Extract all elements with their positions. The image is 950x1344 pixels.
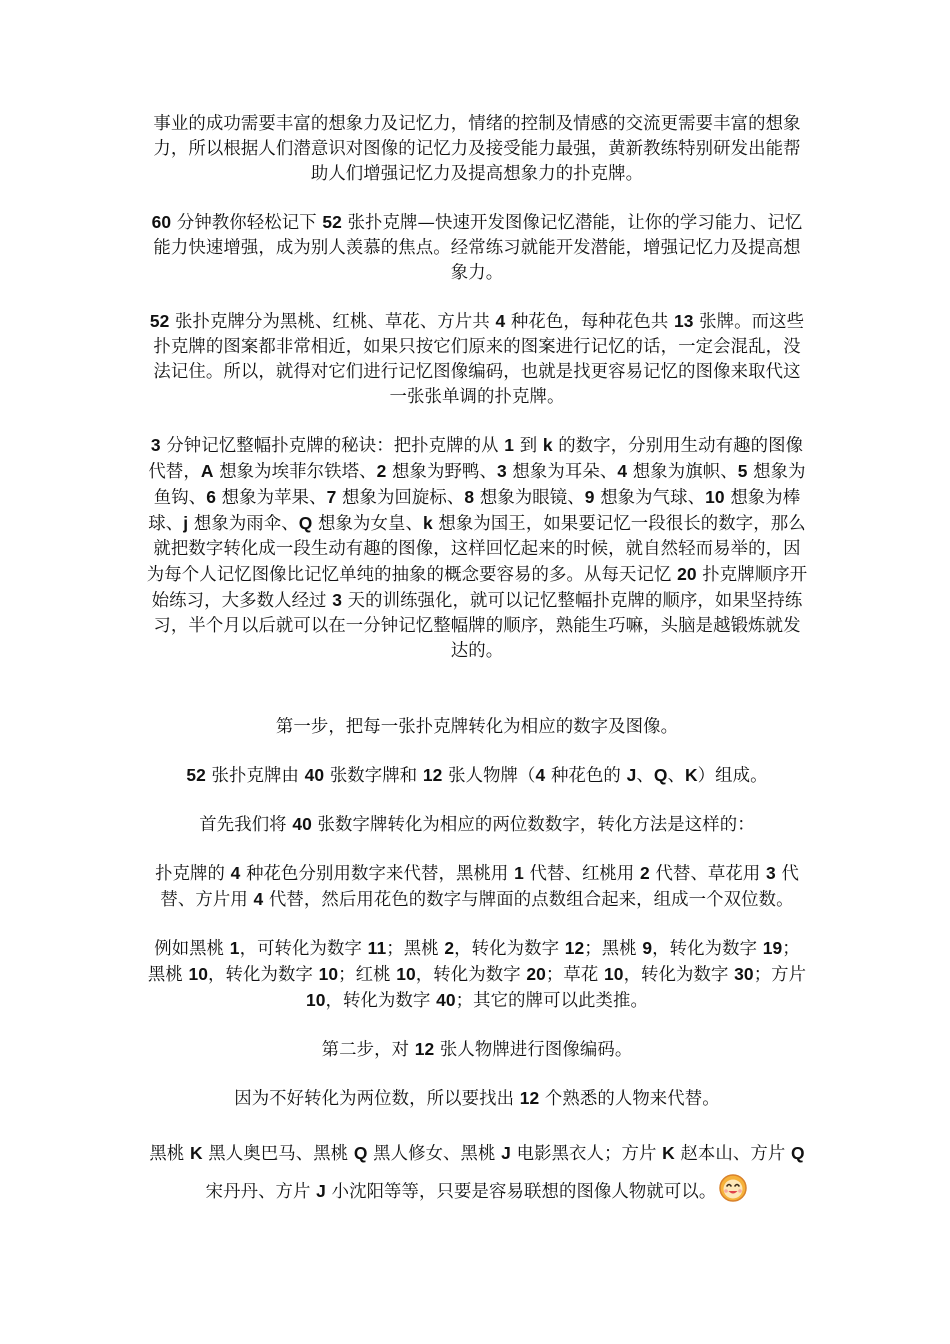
bold-numeral: k: [423, 513, 433, 533]
paragraph-number-conversion: [146, 812, 808, 838]
text-run: 想象为女皇、: [312, 514, 423, 534]
bold-numeral: 52: [322, 212, 342, 232]
text-run: 想象为旗帜、: [627, 462, 738, 482]
text-run: ，可转化为数字: [239, 939, 368, 959]
text-run: 扑克牌顺序开始练习，大多数人经过: [151, 565, 808, 611]
text-run: 代替、草花用: [649, 864, 767, 884]
bold-numeral: K: [684, 765, 698, 785]
text-run: 种花色的: [545, 766, 627, 786]
bold-numeral: 10: [188, 964, 208, 984]
bold-numeral: 11: [367, 938, 387, 958]
text-run: 宋丹丹、方片: [205, 1182, 317, 1202]
bold-numeral: Q: [298, 513, 313, 533]
text-run: 分钟记忆整幅扑克牌的秘诀：把扑克牌的从: [160, 436, 505, 456]
bold-numeral: 40: [436, 990, 456, 1010]
bold-numeral: 3: [150, 435, 161, 455]
text-run: 想象为鱼钩、: [153, 462, 806, 508]
paragraph-card-suits: [146, 309, 808, 410]
bold-numeral: 3: [766, 863, 776, 883]
bold-numeral: 5: [737, 461, 748, 481]
text-run: 想象为国王，如果要记忆一段很长的数字，那么就把数字转化成一段生动有趣的图像，这样回忆起来的时候，就自然轻而易举的，因为每个人记忆图像比记忆单纯的抽象的概念要容易的多。从每天记忆: [146, 514, 806, 585]
bold-numeral: 30: [734, 964, 754, 984]
paragraph-sixty-minutes: [146, 210, 808, 286]
bold-numeral: 12: [414, 1039, 435, 1059]
bold-numeral: 2: [444, 938, 455, 958]
bold-numeral: Q: [791, 1143, 805, 1163]
text-run: ，转化为数字: [454, 939, 565, 959]
bold-numeral: 4: [230, 863, 241, 883]
bold-numeral: A: [200, 461, 214, 481]
text-run: ，转化为数字: [652, 939, 763, 959]
text-run: 小沈阳等等，只要是容易联想的图像人物就可以。: [325, 1182, 717, 1202]
paragraph-three-minute-secret: [146, 433, 808, 664]
bold-numeral: 52: [186, 765, 206, 785]
bold-numeral: 3: [496, 461, 507, 481]
text-run: 想象为棒球、: [148, 488, 801, 534]
text-run: 扑克牌的: [155, 864, 231, 884]
text-run: 想象为雨伞、: [188, 514, 299, 534]
text-run: 事业的成功需要丰富的想象力及记忆力，情绪的控制及情感的交流更需要丰富的想象力，所以根据人们潜意识对图像的记忆力及接受能力最强，黄新教练特别研发出能帮助人们增强记忆力及提高想象力的扑克牌。: [153, 114, 801, 184]
bold-numeral: J: [316, 1181, 326, 1201]
paragraph-people-list: [146, 1135, 808, 1211]
text-run: 黑人奥巴马、黑桃: [202, 1144, 354, 1164]
paragraph-step-one: [146, 715, 808, 740]
bold-numeral: 20: [526, 964, 546, 984]
text-run: 的数字，分别用生动有趣的图像代替，: [148, 436, 804, 482]
text-run: 张数字牌转化为相应的两位数数字，转化方法是这样的：: [311, 815, 755, 835]
bold-numeral: J: [626, 765, 637, 785]
text-run: 首先我们将: [199, 815, 293, 835]
bold-numeral: 6: [206, 487, 216, 507]
text-run: 代替、方片用: [160, 864, 799, 910]
text-run: ；红桃: [338, 965, 397, 985]
bold-numeral: 10: [305, 990, 326, 1010]
bold-numeral: 10: [318, 964, 339, 984]
text-run: 第二步，对: [321, 1040, 415, 1060]
bold-numeral: 4: [495, 311, 506, 331]
bold-numeral: 1: [229, 938, 240, 958]
text-run: 、: [636, 766, 654, 786]
text-run: 电影黑衣人；方片: [510, 1144, 663, 1164]
text-run: 种花色，每种花色共: [505, 312, 674, 332]
text-run: 想象为埃菲尔铁塔、: [213, 462, 377, 482]
text-run: 到: [514, 436, 543, 456]
text-run: ；黑桃: [584, 939, 643, 959]
text-run: ；草花: [545, 965, 605, 985]
text-run: 代替，然后用花色的数字与牌面的点数组合起来，组成一个双位数。: [263, 890, 794, 910]
paragraph-examples: [146, 936, 808, 1014]
text-run: 代替、红桃用: [523, 864, 641, 884]
text-run: ；方片: [753, 965, 807, 985]
text-run: ；其它的牌可以此类推。: [455, 991, 649, 1011]
bold-numeral: 13: [673, 311, 694, 331]
text-run: 想象为眼镜、: [474, 488, 585, 508]
paragraph-intro: [146, 112, 808, 187]
bold-numeral: 4: [253, 889, 264, 909]
text-run: ，转化为数字: [325, 991, 437, 1011]
text-run: 分钟教你轻松记下: [171, 213, 323, 233]
bold-numeral: 40: [304, 765, 325, 785]
text-run: 黑桃: [149, 1144, 190, 1164]
text-run: 张人物牌进行图像编码。: [434, 1040, 633, 1060]
text-run: 张人物牌（: [442, 766, 536, 786]
bold-numeral: J: [501, 1143, 511, 1163]
text-run: 黑人修女、黑桃: [367, 1144, 502, 1164]
bold-numeral: Q: [653, 765, 668, 785]
bold-numeral: j: [183, 513, 189, 533]
bold-numeral: 10: [604, 964, 624, 984]
text-run: 例如黑桃: [154, 939, 230, 959]
text-run: 想象为耳朵、: [506, 462, 618, 482]
smiley-face-icon: [718, 1173, 748, 1203]
bold-numeral: K: [662, 1143, 675, 1163]
bold-numeral: 4: [617, 461, 628, 481]
bold-numeral: 2: [376, 461, 387, 481]
bold-numeral: 19: [762, 938, 783, 958]
bold-numeral: 9: [642, 938, 653, 958]
text-run: ，转化为数字: [208, 965, 319, 985]
text-run: 、: [667, 766, 685, 786]
bold-numeral: 8: [464, 487, 475, 507]
bold-numeral: k: [542, 435, 553, 455]
bold-numeral: 52: [149, 311, 170, 331]
text-run: 赵本山、方片: [674, 1144, 792, 1164]
text-run: 想象为气球、: [594, 488, 706, 508]
bold-numeral: 12: [564, 938, 585, 958]
bold-numeral: 1: [504, 435, 515, 455]
text-run: 张牌。而这些扑克牌的图案都非常相近，如果只按它们原来的图案进行记忆的话，一定会混乱，没法记住。所以，就得对它们进行记忆图像编码，也就是找更容易记忆的图像来取代这一张张单调的扑克牌。: [153, 312, 805, 407]
bold-numeral: 12: [519, 1088, 540, 1108]
bold-numeral: 40: [292, 814, 312, 834]
text-run: 张扑克牌—快速开发图像记忆潜能，让你的学习能力、记忆能力快速增强，成为别人羡慕的焦点。经常练习就能开发潜能，增强记忆力及提高想象力。: [153, 213, 803, 283]
bold-numeral: K: [189, 1143, 203, 1163]
bold-numeral: 1: [514, 863, 524, 883]
text-run: 张数字牌和: [324, 766, 423, 786]
paragraph-people-reason: [146, 1086, 808, 1112]
bold-numeral: Q: [353, 1143, 368, 1163]
document-body: [146, 112, 808, 1211]
paragraph-card-composition: [146, 763, 808, 789]
paragraph-step-two: [146, 1037, 808, 1063]
text-run: ，转化为数字: [415, 965, 527, 985]
text-run: 想象为苹果、: [215, 488, 327, 508]
paragraph-suit-mapping: [146, 861, 808, 913]
bold-numeral: 7: [326, 487, 337, 507]
text-run: 张扑克牌分为黑桃、红桃、草花、方片共: [169, 312, 496, 332]
text-run: ；黑桃: [386, 939, 445, 959]
bold-numeral: 60: [151, 212, 172, 232]
bold-numeral: 20: [677, 564, 697, 584]
text-run: 想象为回旋标、: [336, 488, 465, 508]
text-run: ；黑桃: [147, 939, 800, 985]
bold-numeral: 9: [584, 487, 595, 507]
text-run: 张扑克牌由: [205, 766, 305, 786]
text-run: ，转化为数字: [623, 965, 735, 985]
bold-numeral: 2: [640, 863, 650, 883]
bold-numeral: 10: [396, 964, 416, 984]
text-run: 种花色分别用数字来代替，黑桃用: [240, 864, 515, 884]
text-run: 个熟悉的人物来代替。: [539, 1089, 720, 1109]
text-run: ）组成。: [697, 766, 768, 786]
text-run: 想象为野鸭、: [386, 462, 497, 482]
bold-numeral: 12: [422, 765, 443, 785]
bold-numeral: 4: [535, 765, 546, 785]
text-run: 因为不好转化为两位数，所以要找出: [234, 1089, 520, 1109]
bold-numeral: 3: [332, 590, 342, 610]
text-run: 天的训练强化，就可以记忆整幅扑克牌的顺序，如果坚持练习，半个月以后就可以在一分钟记忆整幅牌的顺序，熟能生巧嘛，头脑是越锻炼就发达的。: [153, 591, 803, 661]
bold-numeral: 10: [705, 487, 725, 507]
text-run: 第一步，把每一张扑克牌转化为相应的数字及图像。: [275, 717, 679, 737]
